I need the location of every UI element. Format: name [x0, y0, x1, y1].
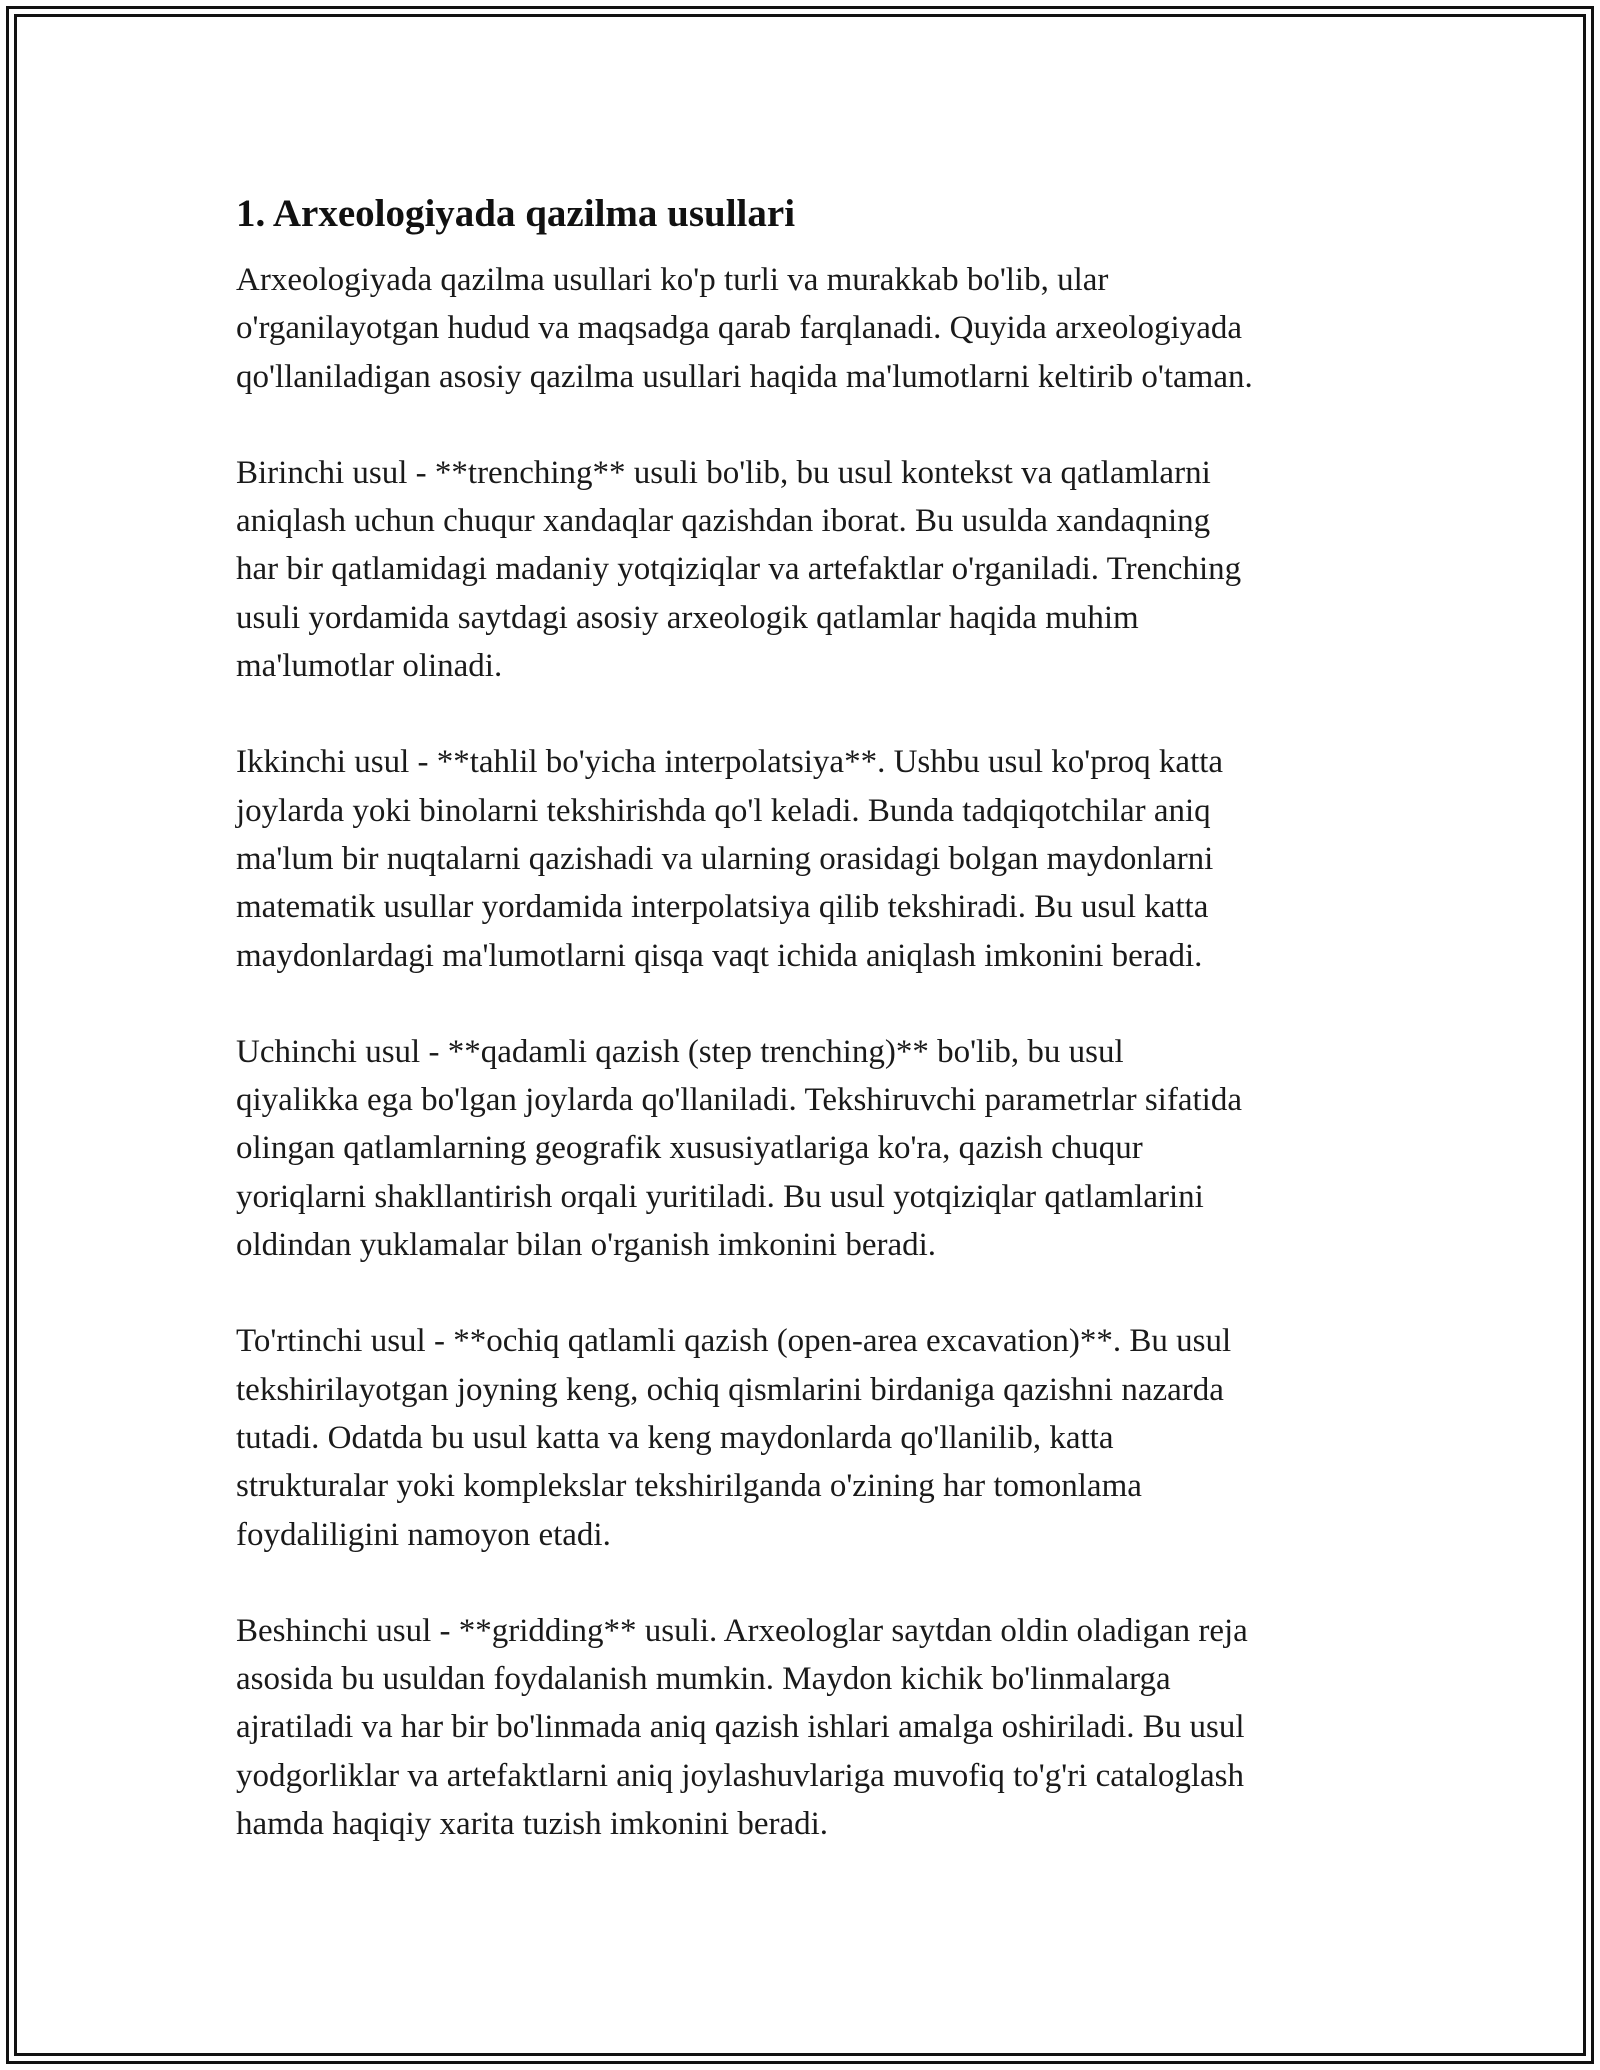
text-line: Arxeologiyada qazilma usullari ko'p turli va murakkab bo'lib, ular — [236, 262, 1109, 298]
text-line: hamda haqiqiy xarita tuzish imkonini beradi. — [236, 1806, 829, 1843]
text-line: strukturalar yoki komplekslar tekshirilganda o'zining har tomonlama — [236, 1468, 1142, 1505]
paragraph — [236, 256, 1376, 401]
text-line: To'rtinchi usul - **ochiq qatlamli qazish (open-area excavation)**. Bu usul — [236, 1323, 1232, 1360]
text-line: olingan qatlamlarning geografik xususiyatlariga ko'ra, qazish chuqur — [236, 1130, 1143, 1167]
text-line: usuli yordamida saytdagi asosiy arxeologik qatlamlar haqida muhim — [236, 599, 1139, 636]
text-line: qo'llaniladigan asosiy qazilma usullari haqida ma'lumotlarni keltirib o'taman. — [236, 358, 1253, 395]
paragraph — [236, 1028, 1376, 1269]
text-line: yoriqlarni shakllantirish orqali yuritiladi. Bu usul yotqiziqlar qatlamlarini — [236, 1178, 1204, 1215]
text-line: qiyalikka ega bo'lgan joylarda qo'llaniladi. Tekshiruvchi parametrlar sifatida — [236, 1082, 1242, 1119]
document-body — [236, 184, 1376, 1896]
text-line: Ikkinchi usul - **tahlil bo'yicha interpolatsiya**. Ushbu usul ko'proq katta — [236, 744, 1224, 781]
text-line: Uchinchi usul - **qadamli qazish (step trenching)** bo'lib, bu usul — [236, 1033, 1124, 1070]
text-line: foydaliligini namoyon etadi. — [236, 1516, 611, 1553]
text-line: Birinchi usul - **trenching** usuli bo'lib, bu usul kontekst va qatlamlarni — [236, 454, 1211, 491]
text-line: asosida bu usuldan foydalanish mumkin. Maydon kichik bo'linmalarga — [236, 1661, 1171, 1698]
text-line: ma'lumotlar olinadi. — [236, 648, 503, 685]
paragraph — [236, 738, 1376, 979]
paragraph — [236, 1317, 1376, 1558]
text-line: tutadi. Odatda bu usul katta va keng maydonlarda qo'llanilib, katta — [236, 1419, 1114, 1456]
text-line: ma'lum bir nuqtalarni qazishadi va ularning orasidagi bolgan maydonlarni — [236, 840, 1214, 877]
text-line: maydonlardagi ma'lumotlarni qisqa vaqt ichida aniqlash imkonini beradi. — [236, 937, 1203, 974]
text-line: o'rganilayotgan hudud va maqsadga qarab farqlanadi. Quyida arxeologiyada — [236, 310, 1242, 347]
text-line: aniqlash uchun chuqur xandaqlar qazishdan iborat. Bu usulda xandaqning — [236, 503, 1211, 540]
paragraph — [236, 1607, 1376, 1848]
paragraph-list — [236, 256, 1376, 1848]
text-line: ajratiladi va har bir bo'linmada aniq qazish ishlari amalga oshiriladi. Bu usul — [236, 1709, 1245, 1746]
page-title: 1. Arxeologiyada qazilma usullari — [236, 192, 796, 235]
text-line: matematik usullar yordamida interpolatsiya qilib tekshiradi. Bu usul katta — [236, 889, 1209, 926]
text-line: yodgorliklar va artefaktlarni aniq joylashuvlariga muvofiq to'g'ri cataloglash — [236, 1757, 1244, 1794]
text-line: Beshinchi usul - **gridding** usuli. Arxeologlar saytdan oldin oladigan reja — [236, 1612, 1248, 1649]
text-line: har bir qatlamidagi madaniy yotqiziqlar va artefaktlar o'rganiladi. Trenching — [236, 551, 1242, 588]
text-line: joylarda yoki binolarni tekshirishda qo'l keladi. Bunda tadqiqotchilar aniq — [236, 792, 1211, 829]
text-line: oldindan yuklamalar bilan o'rganish imkonini beradi. — [236, 1227, 937, 1264]
paragraph — [236, 449, 1376, 690]
text-line: tekshirilayotgan joyning keng, ochiq qismlarini birdaniga qazishni nazarda — [236, 1371, 1224, 1408]
